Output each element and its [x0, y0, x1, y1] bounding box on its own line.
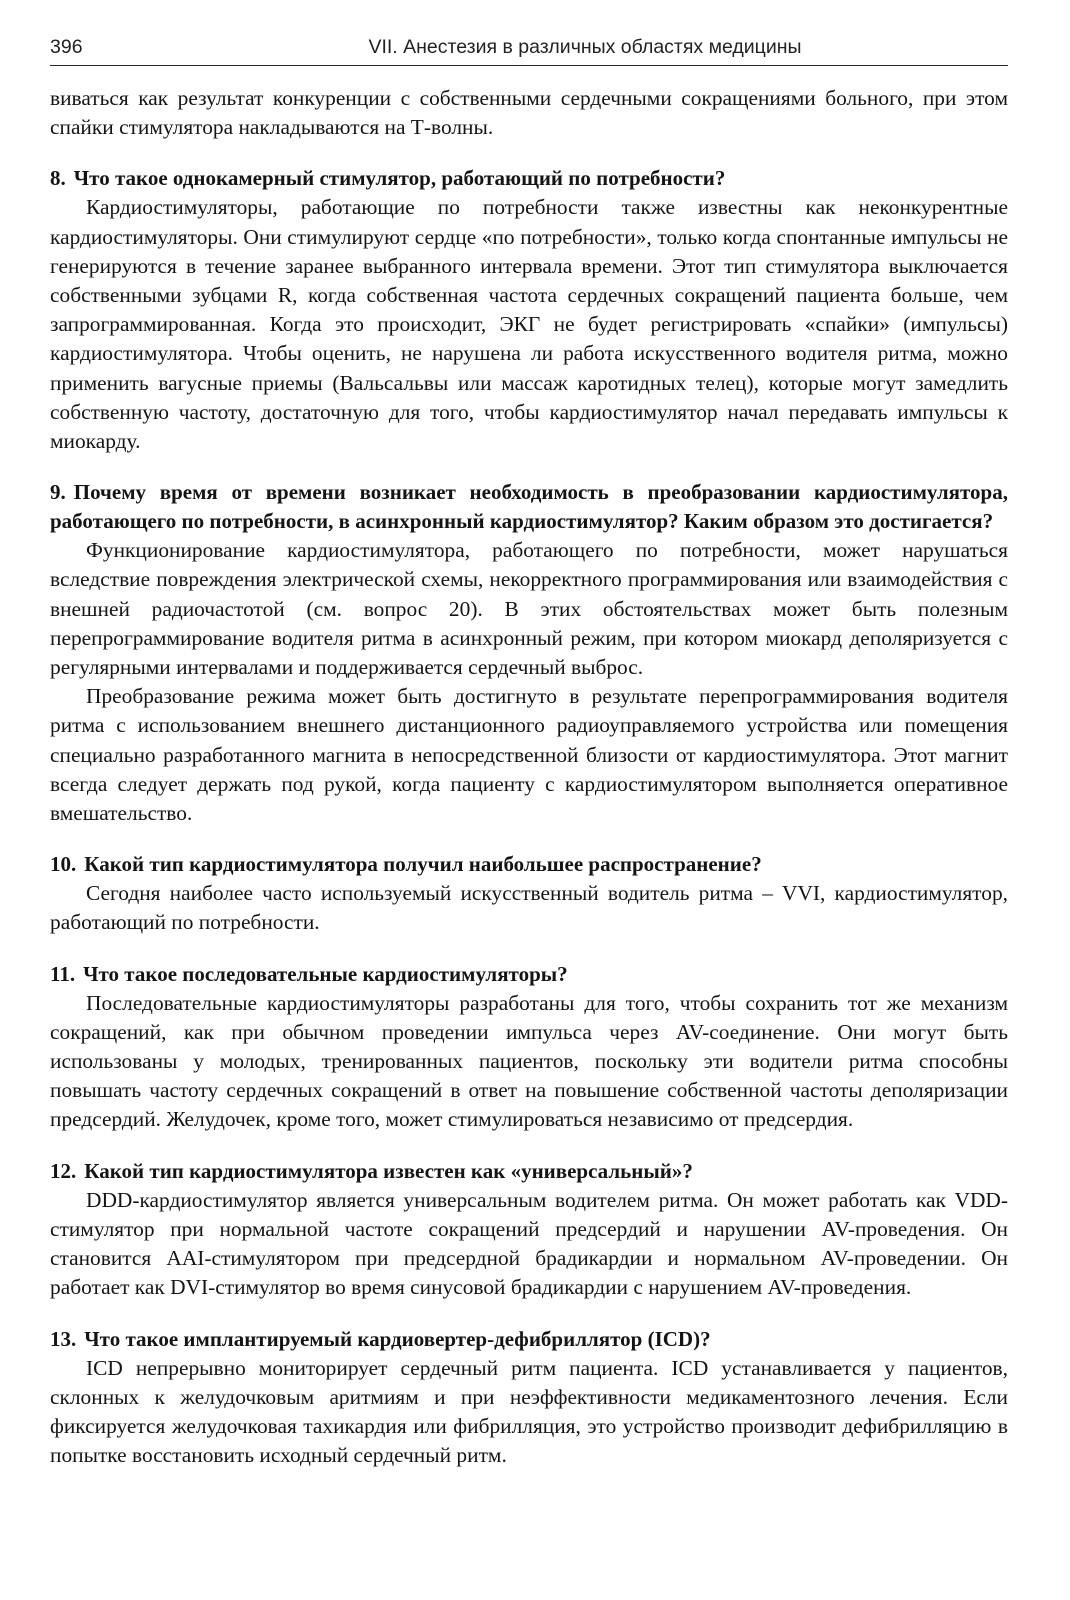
- question-number: 10.: [50, 852, 77, 877]
- section-9: [50, 478, 1008, 828]
- question-number: 11.: [50, 961, 76, 986]
- question-text: Почему время от времени возникает необходимость в преобразовании кардиостимулятора, работающего по потребности, в асинхронный кардиостимулятор? Каким образом это достигается?: [50, 480, 1008, 534]
- question-heading: [50, 1157, 1008, 1186]
- question-heading: [50, 850, 1008, 879]
- answer-paragraph: Преобразование режима может быть достигнуто в результате перепрограммирования водителя ритма с использованием внешнего дистанционного радиоуправляемого устройства или помещения специально разработанного магнита в непосредственной близости от кардиостимулятора. Этот магнит всегда следует держать под рукой, когда пациенту с кардиостимулятором выполняется оперативное вмешательство.: [50, 684, 1008, 826]
- answer-paragraph: Функционирование кардиостимулятора, работающего по потребности, может нарушаться вследствие повреждения электрической схемы, некорректного программирования или взаимодействия с внешней радиочастотой (см. вопрос 20). В этих обстоятельствах может быть полезным перепрограммирование водителя ритма в асинхронный режим, при котором миокард деполяризуется с регулярными интервалами и поддерживается сердечный выброс.: [50, 538, 1008, 680]
- section-13: [50, 1325, 1008, 1471]
- answer-paragraph: ICD непрерывно мониторирует сердечный ритм пациента. ICD устанавливается у пациентов, склонных к желудочковым аритмиям и при неэффективности медикаментозного лечения. Если фиксируется желудочковая тахикардия или фибрилляция, это устройство производит дефибрилляцию в попытке восстановить исходный сердечный ритм.: [50, 1355, 1008, 1468]
- question-text: Что такое однокамерный стимулятор, работающий по потребности?: [73, 166, 726, 191]
- question-number: 9.: [50, 480, 66, 505]
- question-number: 13.: [50, 1326, 77, 1351]
- page-number: 396: [50, 36, 83, 58]
- question-text: Что такое последовательные кардиостимуляторы?: [83, 961, 568, 986]
- running-header: [50, 36, 1008, 66]
- page-body: [50, 84, 1008, 1470]
- question-number: 8.: [50, 166, 66, 191]
- chapter-title: VII. Анестезия в различных областях медицины: [368, 36, 802, 58]
- section-10: [50, 850, 1008, 937]
- intro-paragraph: виваться как результат конкуренции с собственными сердечными сокращениями больного, при этом спайки стимулятора накладываются на Т-волны.: [50, 86, 1008, 140]
- question-text: Что такое имплантируемый кардиовертер-дефибриллятор (ICD)?: [84, 1326, 711, 1351]
- question-text: Какой тип кардиостимулятора известен как «универсальный»?: [84, 1158, 693, 1183]
- question-heading: [50, 960, 1008, 989]
- section-12: [50, 1157, 1008, 1303]
- section-8: [50, 164, 1008, 456]
- section-11: [50, 960, 1008, 1135]
- answer-paragraph: Кардиостимуляторы, работающие по потребности также известны как неконкурентные кардиостимуляторы. Они стимулируют сердце «по потребности», только когда спонтанные импульсы не генерируются в течение заранее выбранного интервала времени. Этот тип стимулятора выключается собственными зубцами R, когда собственная частота сердечных сокращений пациента больше, чем запрограммированная. Когда это происходит, ЭКГ не будет регистрировать «спайки» (импульсы) кардиостимулятора. Чтобы оценить, не нарушена ли работа искусственного водителя ритма, можно применить вагусные приемы (Вальсальвы или массаж каротидных телец), которые могут замедлить собственную частоту, достаточную для того, чтобы кардиостимулятор начал передавать импульсы к миокарду.: [50, 195, 1008, 454]
- answer-paragraph: Сегодня наиболее часто используемый искусственный водитель ритма – VVI, кардиостимулятор, работающий по потребности.: [50, 881, 1008, 935]
- answer-paragraph: Последовательные кардиостимуляторы разработаны для того, чтобы сохранить тот же механизм сокращений, как при обычном проведении импульса через AV-соединение. Они могут быть использованы у молодых, тренированных пациентов, поскольку эти водители ритма способны повышать частоту сердечных сокращений в ответ на повышение собственной частоты деполяризации предсердий. Желудочек, кроме того, может стимулироваться независимо от предсердия.: [50, 990, 1008, 1132]
- question-heading: [50, 478, 1008, 536]
- question-heading: [50, 164, 1008, 193]
- question-number: 12.: [50, 1158, 77, 1183]
- question-text: Какой тип кардиостимулятора получил наибольшее распространение?: [84, 852, 762, 877]
- answer-paragraph: DDD-кардиостимулятор является универсальным водителем ритма. Он может работать как VDD-стимулятор при нормальной частоте сокращений предсердий и нарушении AV-проведения. Он становится AAI-стимулятором при предсердной брадикардии и нормальном AV-проведении. Он работает как DVI-стимулятор во время синусовой брадикардии с нарушением AV-проведения.: [50, 1187, 1008, 1300]
- question-heading: [50, 1325, 1008, 1354]
